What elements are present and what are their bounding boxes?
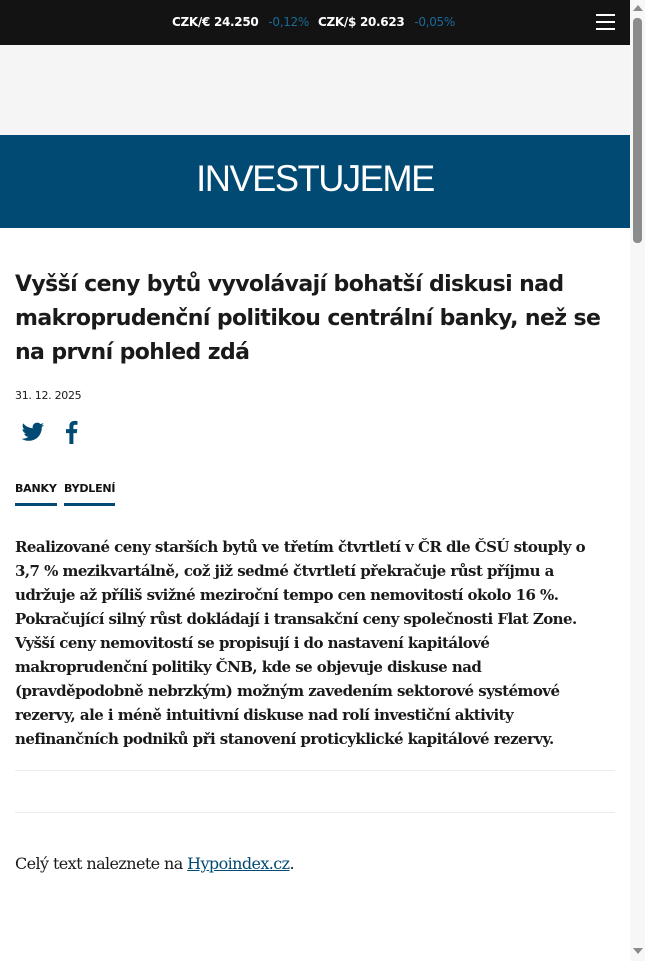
ticker-change: -0,05% xyxy=(414,15,455,29)
divider xyxy=(15,770,615,771)
hamburger-menu-icon[interactable] xyxy=(596,13,616,31)
tag-bydleni[interactable]: BYDLENÍ xyxy=(64,482,116,495)
twitter-icon xyxy=(21,420,45,444)
scroll-thumb[interactable] xyxy=(633,18,642,243)
scroll-up-arrow-icon[interactable] xyxy=(633,5,643,11)
vertical-scrollbar[interactable] xyxy=(630,0,645,961)
article-perex: Realizované ceny starších bytů ve třetím čtvrtletí v ČR dle ČSÚ stouply o 3,7 % mezikvartálně, což již sedmé čtvrtletí překračuje růst příjmu a udržuje až příliš svižné meziroční tempo cen nemovitostí okolo 16 %. Pokračující silný růst dokládají i transakční ceny společnosti Flat Zone. Vyšší ceny nemovitostí se propisují i do nastavení kapitálové makroprudenční politiky ČNB, kde se objevuje diskuse nad (pravděpodobně nebrzkým) možným zavedením sektorové systémové rezervy, ale i méně intuitivní diskuse nad rolí investiční aktivity nefinančních podniků při stanovení proticyklické kapitálové rezervy. xyxy=(15,538,586,748)
ticker-pair: CZK/$ xyxy=(318,15,357,29)
share-twitter-button[interactable] xyxy=(21,420,45,444)
ticker-value: 20.623 xyxy=(359,15,405,29)
hypoindex-link[interactable]: Hypoindex.cz xyxy=(187,854,290,873)
article-date: 31. 12. 2025 xyxy=(15,389,82,402)
currency-ticker-bar xyxy=(0,0,630,45)
source-suffix: . xyxy=(289,854,294,873)
scroll-down-arrow-icon[interactable] xyxy=(633,948,643,954)
ticker-change: -0,12% xyxy=(268,15,309,29)
full-text-source xyxy=(15,854,294,873)
ticker-value: 24.250 xyxy=(213,15,259,29)
source-prefix: Celý text naleznete na xyxy=(15,854,188,873)
share-facebook-button[interactable] xyxy=(63,420,79,444)
ticker-czk-usd xyxy=(318,15,455,29)
tag-banky[interactable]: BANKY xyxy=(15,482,57,495)
facebook-icon xyxy=(63,420,79,444)
divider xyxy=(15,812,615,813)
ticker-czk-eur xyxy=(172,15,309,29)
ticker-pair: CZK/€ xyxy=(172,15,211,29)
site-logo[interactable]: INVESTUJEME xyxy=(196,158,434,199)
ad-placeholder xyxy=(0,45,630,135)
article-headline: Vyšší ceny bytů vyvolávají bohatší diskusi nad makroprudenční politikou centrální banky, než se na první pohled zdá xyxy=(15,272,601,365)
